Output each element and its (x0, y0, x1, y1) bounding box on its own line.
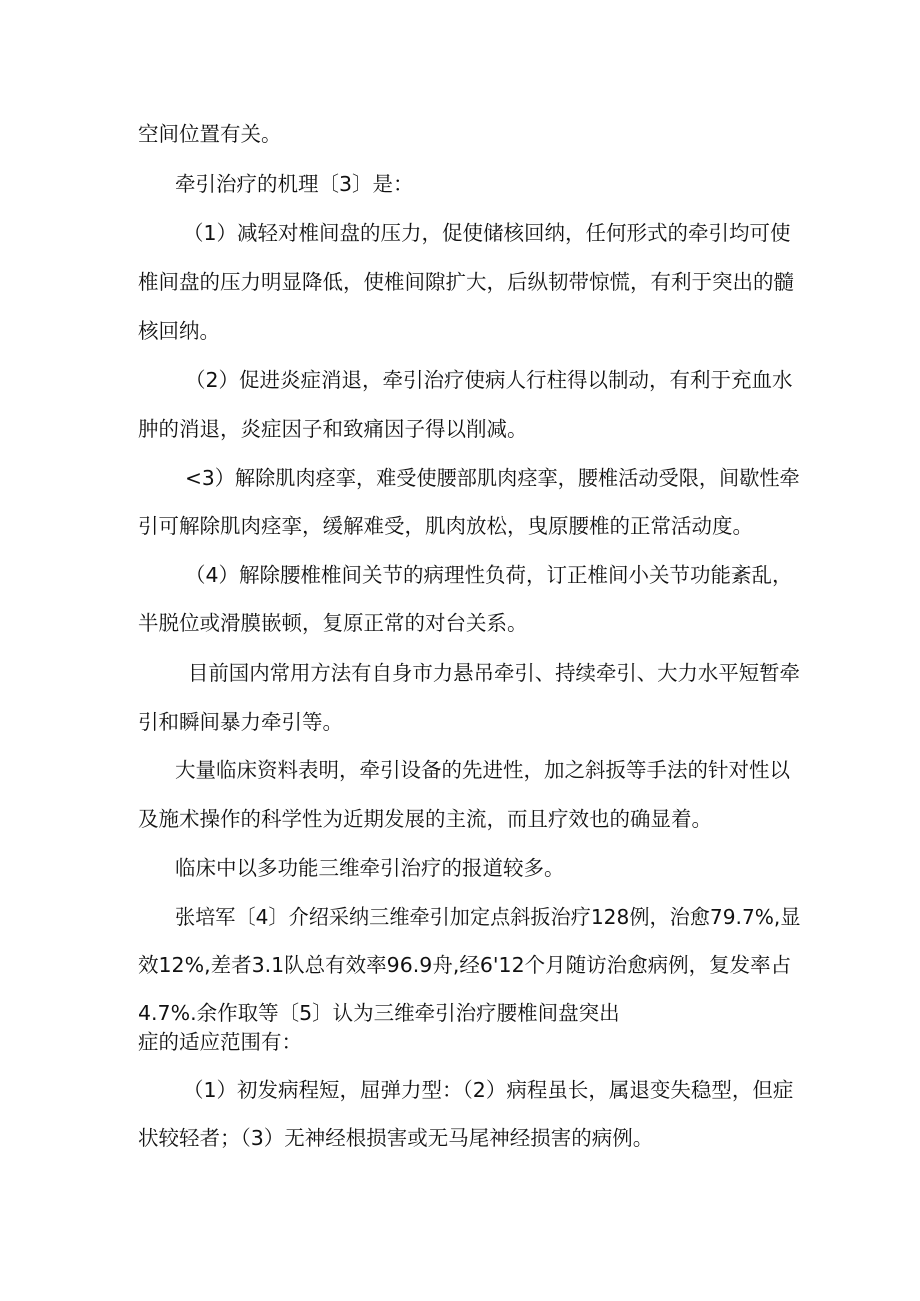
text-line: <3）解除肌肉痉挛，难受使腰部肌肉痉挛，腰椎活动受限，间歇性牵 (185, 466, 800, 490)
text-line: （1）初发病程短，屈弹力型：（2）病程虽长，属退变失稳型，但症 (183, 1078, 794, 1102)
text-line: 肿的消退，炎症因子和致痛因子得以削减。 (138, 417, 528, 441)
text-line: 4.7%.余作取等〔5〕认为三维牵引治疗腰椎间盘突出 (138, 1001, 620, 1025)
text-line: 牵引治疗的机理〔3〕是： (175, 172, 414, 196)
text-line: 大量临床资料表明，牵引设备的先进性，加之斜扳等手法的针对性以 (175, 758, 790, 782)
text-line: （1）减轻对椎间盘的压力，促使储核回纳，任何形式的牵引均可使 (183, 221, 791, 245)
text-line: 核回纳。 (138, 319, 220, 343)
text-line: 引和瞬间暴力牵引等。 (138, 710, 343, 734)
text-line: 引可解除肌肉痉挛，缓解难受，肌肉放松，曳原腰椎的正常活动度。 (138, 514, 753, 538)
text-line: （4）解除腰椎椎间关节的病理性负荷，订正椎间小关节功能紊乱， (185, 563, 793, 587)
text-line: 及施术操作的科学性为近期发展的主流，而且疗效也的确显着。 (138, 807, 712, 831)
text-line: 椎间盘的压力明显降低，使椎间隙扩大，后纵韧带惊慌，有利于突出的髓 (138, 270, 794, 294)
text-line: 临床中以多功能三维牵引治疗的报道较多。 (175, 856, 565, 880)
text-line: 空间位置有关。 (138, 122, 282, 146)
text-line: 张培军〔4〕介绍采纳三维牵引加定点斜扳治疗128例，治愈79.7%,显 (175, 905, 801, 929)
text-line: 症的适应范围有： (138, 1030, 302, 1054)
text-line: 效12%,差者3.1队总有效率96.9舟,经6'12个月随访治愈病例，复发率占 (138, 953, 792, 977)
text-line: 目前国内常用方法有自身市力悬吊牵引、持续牵引、大力水平短暂牵 (188, 661, 800, 685)
text-line: 半脱位或滑膜嵌顿，复原正常的对台关系。 (138, 611, 528, 635)
text-line: （2）促进炎症消退，牵引治疗使病人行柱得以制动，有利于充血水 (185, 368, 793, 392)
text-line: 状较轻者；（3）无神经根损害或无马尾神经损害的病例。 (138, 1126, 654, 1150)
